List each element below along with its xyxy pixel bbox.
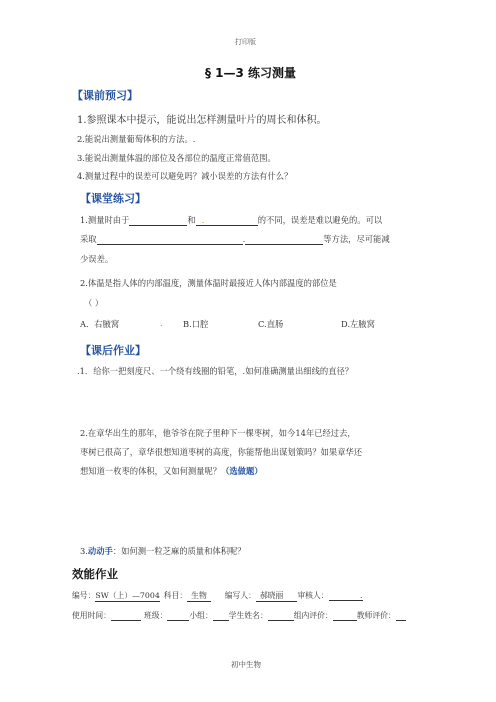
section-heading-classroom: 【课堂练习】 [80, 192, 146, 205]
classroom-question-1-line-3: 少误差。 [80, 254, 114, 264]
efficacy-heading: 效能作业 [72, 567, 118, 581]
class-blank[interactable] [167, 611, 189, 621]
homework-question-2-line-2: 枣树已很高了，章华很想知道枣树的高度，你能帮他出谋划策吗？如果章华还 [80, 447, 363, 457]
option-d: D.左腋窝 [341, 319, 375, 329]
preview-item-1: 1.参照课本中提示，能说出怎样测量叶片的周长和体积。 [77, 115, 327, 126]
section-heading-preview: 【课前预习】 [72, 89, 138, 102]
preview-item-2: 2.能说出测量葡萄体积的方法。. [77, 134, 196, 144]
page-title: § 1—3 练习测量 [205, 66, 297, 80]
option-c: C.直肠 [258, 319, 284, 329]
preview-item-4: 4.测量过程中的误差可以避免吗？减小误差的方法有什么？ [77, 171, 293, 181]
classroom-question-2: 2.体温是指人体的内部温度，测量体温时最接近人体内部温度的部位是 [80, 278, 337, 288]
option-b: B.口腔 [183, 319, 209, 329]
page-header: 打印版 [235, 38, 256, 46]
answer-blank[interactable] [129, 215, 187, 226]
teacher-eval-blank[interactable] [396, 611, 406, 621]
option-dot: . [160, 318, 163, 328]
answer-blank[interactable]: . [196, 215, 258, 226]
homework-question-2-line-1: 2.在章华出生的那年，他爷爷在院子里种下一棵枣树，如今14年已经过去， [80, 428, 356, 438]
student-blank[interactable] [268, 611, 294, 621]
classroom-question-1-line-1: 1.测量时由于 和 . 的不同，误差是难以避免的。可以 [80, 215, 383, 225]
reviewer-blank[interactable]: . [329, 591, 363, 601]
answer-parenthesis[interactable]: （ ） [84, 298, 104, 308]
group-blank[interactable] [213, 611, 229, 621]
page-footer: 初中生物 [231, 660, 261, 669]
answer-blank[interactable] [97, 234, 243, 245]
answer-blank[interactable] [245, 234, 323, 245]
preview-item-3: 3.能说出测量体温的部位及各部位的温度正常值范围。 [77, 153, 276, 163]
efficacy-info-line-1: 编号：SW（上）—7004 科目： 生物 编写人： 郝晓丽 审核人： . [72, 591, 363, 600]
classroom-question-1-line-2: 采取 . 等方法，尽可能减 [80, 234, 390, 244]
homework-question-2-line-3: 想知道一枚枣的体积，又如何测量呢？（选做题） [80, 466, 263, 476]
option-a: A．右腋窝 [80, 319, 120, 329]
homework-question-1: .1．给你一把刻度尺、一个绕有线圈的铅笔，.如何准确测量出细线的直径？ [77, 366, 354, 376]
time-blank[interactable] [111, 611, 141, 621]
group-eval-blank[interactable] [333, 611, 357, 621]
efficacy-info-line-2: 使用时间： 班级： 小组： 学生姓名： 组内评价： 教师评价： [72, 610, 406, 621]
homework-question-3: 3.动动手：如何测一粒芝麻的质量和体积呢？ [80, 546, 246, 556]
optional-tag: （选做题） [221, 466, 263, 476]
section-heading-homework: 【课后作业】 [80, 344, 146, 357]
